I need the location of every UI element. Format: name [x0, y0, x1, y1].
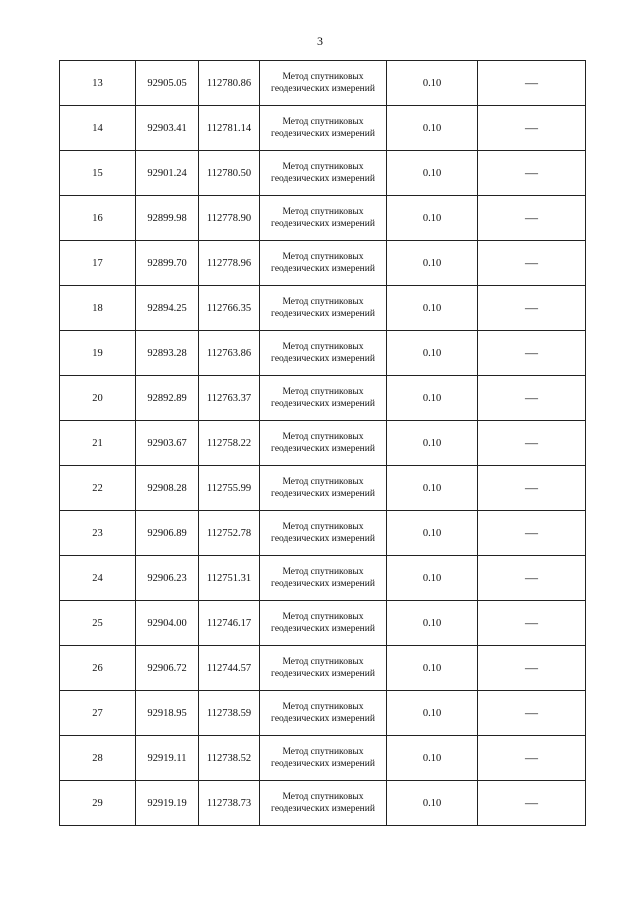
x-coordinate-cell: 92906.72: [136, 646, 199, 691]
method-line-1: Метод спутниковых: [282, 72, 364, 82]
accuracy-cell: 0.10: [387, 241, 478, 286]
table-row: [60, 601, 586, 646]
method-cell: [260, 286, 387, 331]
x-coordinate-cell: 92899.98: [136, 196, 199, 241]
table-row: [60, 556, 586, 601]
coordinates-table: [59, 60, 586, 826]
y-coordinate-cell: 112758.22: [199, 421, 260, 466]
point-number-cell: 27: [60, 691, 136, 736]
description-cell: —: [478, 151, 586, 196]
x-coordinate-cell: 92904.00: [136, 601, 199, 646]
method-cell: [260, 421, 387, 466]
point-number-cell: 18: [60, 286, 136, 331]
method-line-1: Метод спутниковых: [282, 342, 364, 352]
description-cell: —: [478, 286, 586, 331]
y-coordinate-cell: 112746.17: [199, 601, 260, 646]
x-coordinate-cell: 92894.25: [136, 286, 199, 331]
method-line-2: геодезических измерений: [271, 129, 375, 139]
method-line-1: Метод спутниковых: [282, 387, 364, 397]
method-line-1: Метод спутниковых: [282, 567, 364, 577]
accuracy-cell: 0.10: [387, 781, 478, 826]
y-coordinate-cell: 112781.14: [199, 106, 260, 151]
point-number-cell: 17: [60, 241, 136, 286]
method-cell: [260, 196, 387, 241]
accuracy-cell: 0.10: [387, 646, 478, 691]
x-coordinate-cell: 92906.89: [136, 511, 199, 556]
point-number-cell: 24: [60, 556, 136, 601]
description-cell: —: [478, 736, 586, 781]
method-cell: [260, 376, 387, 421]
method-line-2: геодезических измерений: [271, 669, 375, 679]
point-number-cell: 29: [60, 781, 136, 826]
method-line-2: геодезических измерений: [271, 489, 375, 499]
y-coordinate-cell: 112755.99: [199, 466, 260, 511]
point-number-cell: 14: [60, 106, 136, 151]
method-line-1: Метод спутниковых: [282, 612, 364, 622]
description-cell: —: [478, 511, 586, 556]
method-line-1: Метод спутниковых: [282, 252, 364, 262]
description-cell: —: [478, 421, 586, 466]
accuracy-cell: 0.10: [387, 691, 478, 736]
table-row: [60, 196, 586, 241]
method-line-2: геодезических измерений: [271, 84, 375, 94]
description-cell: —: [478, 601, 586, 646]
y-coordinate-cell: 112738.52: [199, 736, 260, 781]
method-cell: [260, 736, 387, 781]
method-line-2: геодезических измерений: [271, 804, 375, 814]
method-line-1: Метод спутниковых: [282, 702, 364, 712]
accuracy-cell: 0.10: [387, 106, 478, 151]
method-line-2: геодезических измерений: [271, 444, 375, 454]
accuracy-cell: 0.10: [387, 286, 478, 331]
method-cell: [260, 646, 387, 691]
description-cell: —: [478, 556, 586, 601]
table-row: [60, 241, 586, 286]
point-number-cell: 21: [60, 421, 136, 466]
y-coordinate-cell: 112744.57: [199, 646, 260, 691]
method-line-2: геодезических измерений: [271, 174, 375, 184]
accuracy-cell: 0.10: [387, 511, 478, 556]
method-line-2: геодезических измерений: [271, 579, 375, 589]
point-number-cell: 25: [60, 601, 136, 646]
x-coordinate-cell: 92893.28: [136, 331, 199, 376]
description-cell: —: [478, 106, 586, 151]
point-number-cell: 26: [60, 646, 136, 691]
table-row: [60, 151, 586, 196]
method-cell: [260, 331, 387, 376]
point-number-cell: 16: [60, 196, 136, 241]
y-coordinate-cell: 112751.31: [199, 556, 260, 601]
y-coordinate-cell: 112752.78: [199, 511, 260, 556]
method-cell: [260, 556, 387, 601]
accuracy-cell: 0.10: [387, 601, 478, 646]
y-coordinate-cell: 112778.96: [199, 241, 260, 286]
table-row: [60, 61, 586, 106]
table-row: [60, 376, 586, 421]
y-coordinate-cell: 112766.35: [199, 286, 260, 331]
description-cell: —: [478, 331, 586, 376]
table-row: [60, 331, 586, 376]
description-cell: —: [478, 241, 586, 286]
table-row: [60, 286, 586, 331]
accuracy-cell: 0.10: [387, 331, 478, 376]
accuracy-cell: 0.10: [387, 196, 478, 241]
x-coordinate-cell: 92919.11: [136, 736, 199, 781]
description-cell: —: [478, 781, 586, 826]
y-coordinate-cell: 112780.50: [199, 151, 260, 196]
point-number-cell: 20: [60, 376, 136, 421]
page-number: 3: [317, 34, 323, 48]
method-line-2: геодезических измерений: [271, 399, 375, 409]
x-coordinate-cell: 92919.19: [136, 781, 199, 826]
table-row: [60, 106, 586, 151]
accuracy-cell: 0.10: [387, 151, 478, 196]
x-coordinate-cell: 92903.67: [136, 421, 199, 466]
method-line-1: Метод спутниковых: [282, 522, 364, 532]
description-cell: —: [478, 646, 586, 691]
point-number-cell: 19: [60, 331, 136, 376]
method-line-1: Метод спутниковых: [282, 162, 364, 172]
table-row: [60, 511, 586, 556]
coordinates-table-body: [60, 61, 586, 826]
method-line-2: геодезических измерений: [271, 219, 375, 229]
method-line-1: Метод спутниковых: [282, 792, 364, 802]
x-coordinate-cell: 92918.95: [136, 691, 199, 736]
table-row: [60, 646, 586, 691]
method-cell: [260, 61, 387, 106]
table-row: [60, 421, 586, 466]
method-line-2: геодезических измерений: [271, 759, 375, 769]
method-line-2: геодезических измерений: [271, 354, 375, 364]
method-line-2: геодезических измерений: [271, 624, 375, 634]
method-cell: [260, 151, 387, 196]
point-number-cell: 23: [60, 511, 136, 556]
method-line-1: Метод спутниковых: [282, 477, 364, 487]
method-line-1: Метод спутниковых: [282, 747, 364, 757]
accuracy-cell: 0.10: [387, 376, 478, 421]
accuracy-cell: 0.10: [387, 556, 478, 601]
method-line-2: геодезических измерений: [271, 534, 375, 544]
method-line-1: Метод спутниковых: [282, 117, 364, 127]
table-row: [60, 691, 586, 736]
method-line-1: Метод спутниковых: [282, 207, 364, 217]
method-cell: [260, 601, 387, 646]
point-number-cell: 15: [60, 151, 136, 196]
table-row: [60, 466, 586, 511]
method-cell: [260, 781, 387, 826]
description-cell: —: [478, 376, 586, 421]
method-cell: [260, 241, 387, 286]
table-row: [60, 781, 586, 826]
method-cell: [260, 466, 387, 511]
y-coordinate-cell: 112738.73: [199, 781, 260, 826]
point-number-cell: 13: [60, 61, 136, 106]
accuracy-cell: 0.10: [387, 736, 478, 781]
point-number-cell: 22: [60, 466, 136, 511]
y-coordinate-cell: 112780.86: [199, 61, 260, 106]
x-coordinate-cell: 92905.05: [136, 61, 199, 106]
x-coordinate-cell: 92901.24: [136, 151, 199, 196]
x-coordinate-cell: 92899.70: [136, 241, 199, 286]
point-number-cell: 28: [60, 736, 136, 781]
accuracy-cell: 0.10: [387, 421, 478, 466]
x-coordinate-cell: 92908.28: [136, 466, 199, 511]
table-row: [60, 736, 586, 781]
method-line-2: геодезических измерений: [271, 264, 375, 274]
method-line-2: геодезических измерений: [271, 309, 375, 319]
accuracy-cell: 0.10: [387, 61, 478, 106]
description-cell: —: [478, 466, 586, 511]
description-cell: —: [478, 61, 586, 106]
accuracy-cell: 0.10: [387, 466, 478, 511]
y-coordinate-cell: 112763.37: [199, 376, 260, 421]
method-cell: [260, 106, 387, 151]
y-coordinate-cell: 112738.59: [199, 691, 260, 736]
description-cell: —: [478, 691, 586, 736]
method-line-1: Метод спутниковых: [282, 657, 364, 667]
x-coordinate-cell: 92892.89: [136, 376, 199, 421]
y-coordinate-cell: 112778.90: [199, 196, 260, 241]
y-coordinate-cell: 112763.86: [199, 331, 260, 376]
method-line-2: геодезических измерений: [271, 714, 375, 724]
method-line-1: Метод спутниковых: [282, 432, 364, 442]
x-coordinate-cell: 92903.41: [136, 106, 199, 151]
method-cell: [260, 691, 387, 736]
description-cell: —: [478, 196, 586, 241]
method-cell: [260, 511, 387, 556]
method-line-1: Метод спутниковых: [282, 297, 364, 307]
x-coordinate-cell: 92906.23: [136, 556, 199, 601]
